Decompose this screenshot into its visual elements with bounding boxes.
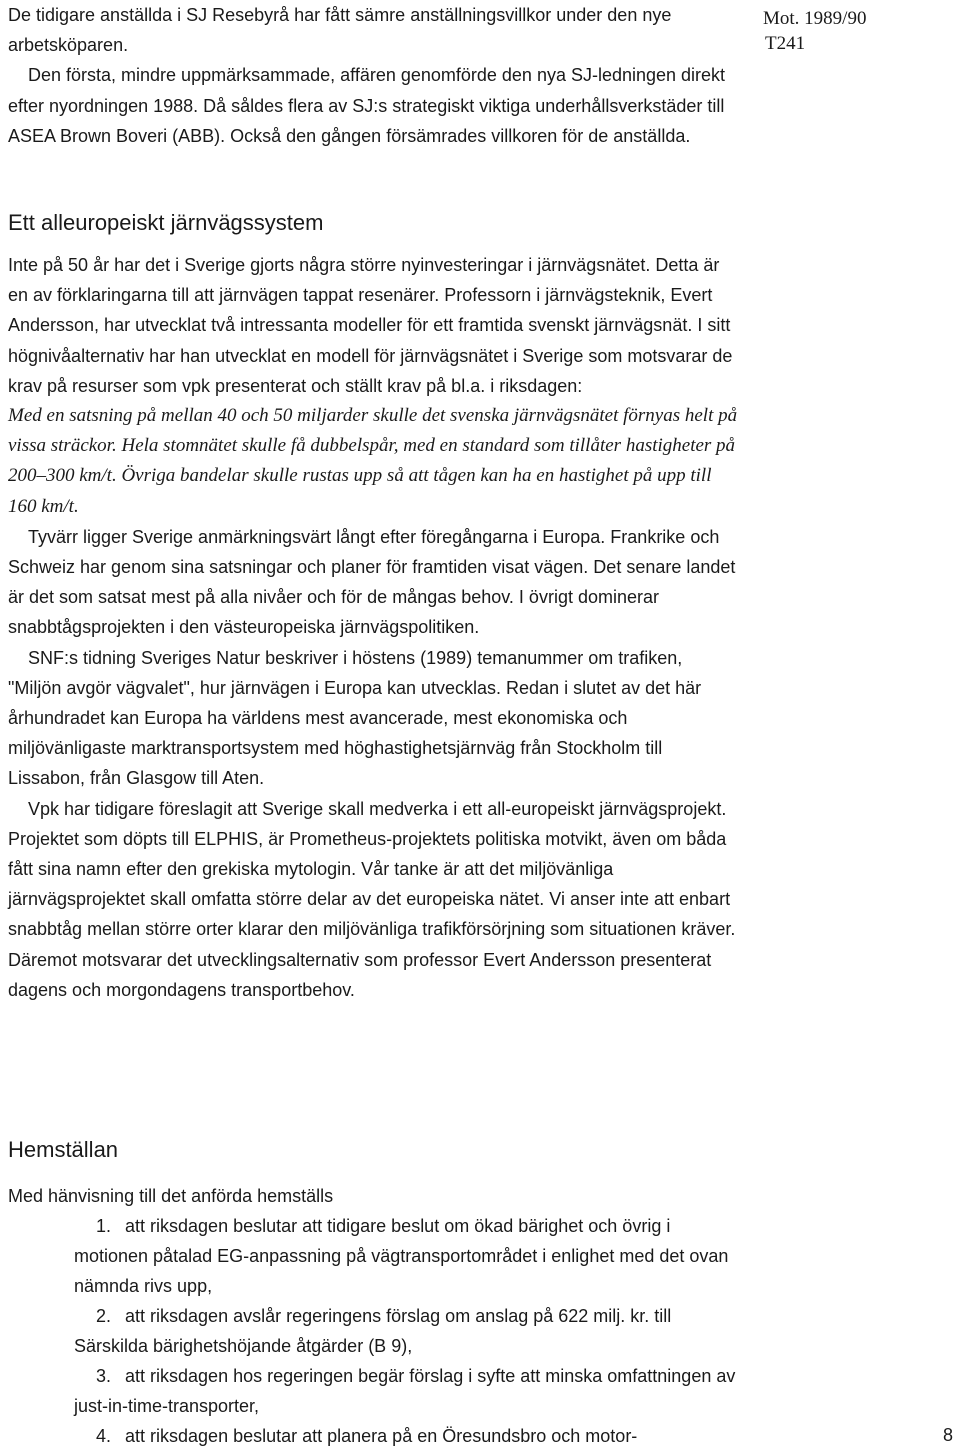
section-heading-hemstallan: Hemställan — [8, 1137, 119, 1162]
railway-section-body — [8, 250, 740, 1005]
item-number: 3. — [96, 1366, 112, 1386]
motion-code: T241 — [765, 33, 806, 54]
item-number: 1. — [96, 1216, 112, 1236]
paragraph-elphis-project: Vpk har tidigare föreslagit att Sverige skall medverka i ett all-europeiskt järnvägsprojekt. Projektet som döpts till ELPHIS, är Prometheus-projektets politiska motvikt, även om båda fått sina namn efter den grekiska mytologin. Vår tanke är att det miljövänliga järnvägsprojektet skall omfatta större delar av det europeiska nätet. Vi anser inte att enbart snabbtåg mellan större orter klarar den miljövänliga trafikförsörjning som situationen kräver. Däremot motsvarar det utvecklingsalternativ som professor Evert Andersson presenterat dagens och morgondagens transportbehov. — [8, 798, 736, 1000]
paragraph-snf-article: SNF:s tidning Sveriges Natur beskriver i höstens (1989) temanummer om trafiken, "Miljön avgör vägvalet", hur järnvägen i Europa kan utvecklas. Redan i slutet av det här århundradet kan Europa ha världens mest avancerade, mest ekonomiska och miljövänligaste marktransportsystem med höghastighetsjärnväg från Stockholm till Lissabon, från Glasgow till Aten. — [8, 647, 702, 789]
list-item — [74, 1301, 740, 1361]
page-number: 8 — [943, 1425, 954, 1445]
paragraph-europe-comparison: Tyvärr ligger Sverige anmärkningsvärt långt efter föregångarna i Europa. Frankrike och Schweiz har genom sina satsningar och planer för framtiden visat vägen. Det senare landet är det som satsat mest på alla nivåer och för de mångas behov. I övrigt dominerar snabbtågsprojekten i den västeuropeiska järnvägspolitiken. — [8, 526, 736, 638]
paragraph-investments: Inte på 50 år har det i Sverige gjorts några större nyinvesteringar i järnvägsnätet. Detta är en av förklaringarna till att järnvägen tappat resenärer. Professorn i järnvägsteknik, Evert Andersson, har utvecklat två intressanta modeller för ett framtida svenskt järnvägsnät. I sitt högnivåalternativ har han utvecklat en modell för järnvägsnätet i Sverige som motsvarar de krav på resurser som vpk presenterat och ställt krav på bl.a. i riksdagen: — [8, 255, 733, 396]
item-text: att riksdagen avslår regeringens förslag om anslag på 622 milj. kr. till Särskilda bärighetshöjande åtgärder (B 9), — [74, 1306, 672, 1356]
list-item — [74, 1361, 740, 1421]
list-item — [74, 1421, 740, 1451]
paragraph-abb-sale: Den första, mindre uppmärksammade, affären genomförde den nya SJ-ledningen direkt efter nyordningen 1988. Då såldes flera av SJ:s strategiskt viktiga underhållsverkstäder till ASEA Brown Boveri (ABB). Också den gången försämrades villkoren för de anställda. — [8, 65, 726, 146]
hemstallan-intro: Med hänvisning till det anförda hemställs — [8, 1186, 334, 1206]
item-number: 2. — [96, 1306, 112, 1326]
item-text: att riksdagen beslutar att tidigare beslut om ökad bärighet och övrig i motionen påtalad EG-anpassning på vägtransportområdet i enlighet med det ovan nämnda rivs upp, — [74, 1216, 729, 1296]
section-heading-railway: Ett alleuropeiskt järnvägssystem — [8, 210, 324, 235]
proposal-list — [74, 1211, 740, 1451]
top-text-block — [8, 0, 740, 151]
quote-andersson-model: Med en satsning på mellan 40 och 50 miljarder skulle det svenska järnvägsnätet förnyas helt på vissa sträckor. Hela stomnätet skulle få dubbelspår, med en standard som tillåter hastigheter på 200–300 km/t. Övriga bandelar skulle rustas upp så att tågen kan ha en hastighet på upp till 160 km/t. — [8, 405, 738, 517]
item-text: att riksdagen beslutar att planera på en Öresundsbro och motor- — [125, 1426, 638, 1446]
motion-reference — [763, 6, 866, 56]
item-number: 4. — [96, 1426, 112, 1446]
list-item — [74, 1211, 740, 1301]
item-text: att riksdagen hos regeringen begär förslag i syfte att minska omfattningen av just-in-time-transporter, — [74, 1366, 736, 1416]
paragraph-resebyra: De tidigare anställda i SJ Resebyrå har fått sämre anställningsvillkor under den nye arbetsköparen. — [8, 5, 672, 56]
motion-id: Mot. 1989/90 — [763, 8, 867, 29]
